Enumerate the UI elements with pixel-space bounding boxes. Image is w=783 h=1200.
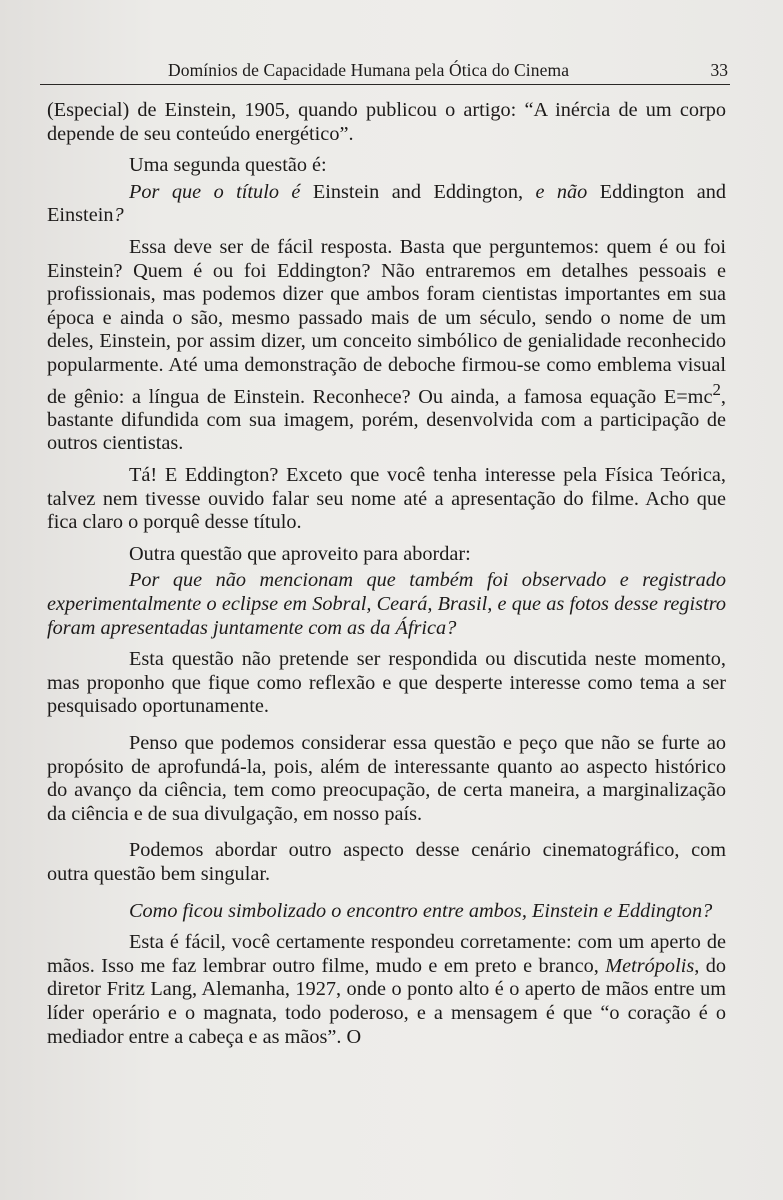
question-part-c: e não [535,180,588,203]
paragraph-5: Tá! E Eddington? Exceto que você tenha interesse pela Física Teórica, talvez nem tivesse ouvido falar seu nome até a apresentação do filme. Acho que fica claro o porquê desse título. [47,464,726,534]
paragraph-12-after: , do diretor Fritz Lang, Alemanha, 1927, onde o ponto alto é o aperto de mãos entre um líder operário e o magnata, todo poderoso, e a mensagem é que “o coração é o mediador entre a cabeça e as mãos”. O [47,954,727,1048]
question-part-b: Einstein and Eddington, [300,180,536,203]
paragraph-12-before: Esta é fácil, você certamente respondeu corretamente: com um aperto de mãos. Isso me faz lembrar outro filme, mudo e em preto e branco, [47,931,726,977]
question-part-d: Eddington and Einstein [47,180,726,227]
running-header-title: Domínios de Capacidade Humana pela Ótica do Cinema [168,60,570,80]
paragraph-1: (Especial) de Einstein, 1905, quando publicou o artigo: “A inércia de um corpo depende de seu conteúdo energético”. [47,99,726,145]
paragraph-9: Penso que podemos considerar essa questão e peço que não se furte ao propósito de aprofundá-la, pois, além de interessante quanto ao aspecto histórico do avanço da ciência, tem como preocupação, de certa maneira, a marginalização da ciência e de sua divulgação, em nosso país. [47,732,726,825]
paragraph-8: Esta questão não pretende ser respondida ou discutida neste momento, mas proponho que fique como reflexão e que desperte interesse como tema a ser pesquisado oportunamente. [47,648,726,718]
question-part-a: Por que o título é [129,180,301,203]
paragraph-4 [47,236,726,456]
paragraph-3-question [47,181,726,228]
paragraph-7-question: Por que não mencionam que também foi observado e registrado experimentalmente o eclipse em Sobral, Ceará, Brasil, e que as fotos desse registro foram apresentadas juntamente com as da África? [47,569,726,639]
body-text [47,99,726,1057]
question-part-e: ? [113,204,124,227]
superscript-2: 2 [712,379,721,399]
page-number: 33 [710,60,728,80]
paragraph-4-before: Essa deve ser de fácil resposta. Basta que perguntemos: quem é ou foi Einstein? Quem é ou foi Eddington? Não entraremos em detalhes pessoais e profissionais, mas podemos dizer que ambos foram cientistas importantes em sua época e ainda o são, mesmo passado mais de um século, sendo o nome de um deles, Einstein, por assim dizer, um conceito simbólico de genialidade reconhecido popularmente. Até uma demonstração de deboche firmou-se como emblema visual de gênio: a língua de Einstein. Reconhece? Ou ainda, a famosa equação E=mc [47,235,726,408]
paragraph-10: Podemos abordar outro aspecto desse cenário cinematográfico, com outra questão bem singular. [47,839,726,885]
paragraph-12 [47,931,726,1049]
paragraph-4-after: , bastante difundida com sua imagem, porém, desenvolvida com a participação de outros cientistas. [47,385,726,455]
paragraph-6: Outra questão que aproveito para abordar: [129,542,471,565]
running-header [40,58,730,85]
paragraph-11-question: Como ficou simbolizado o encontro entre ambos, Einstein e Eddington? [129,899,713,922]
film-title-metropolis: Metrópolis [605,954,695,977]
paragraph-2: Uma segunda questão é: [129,154,327,177]
